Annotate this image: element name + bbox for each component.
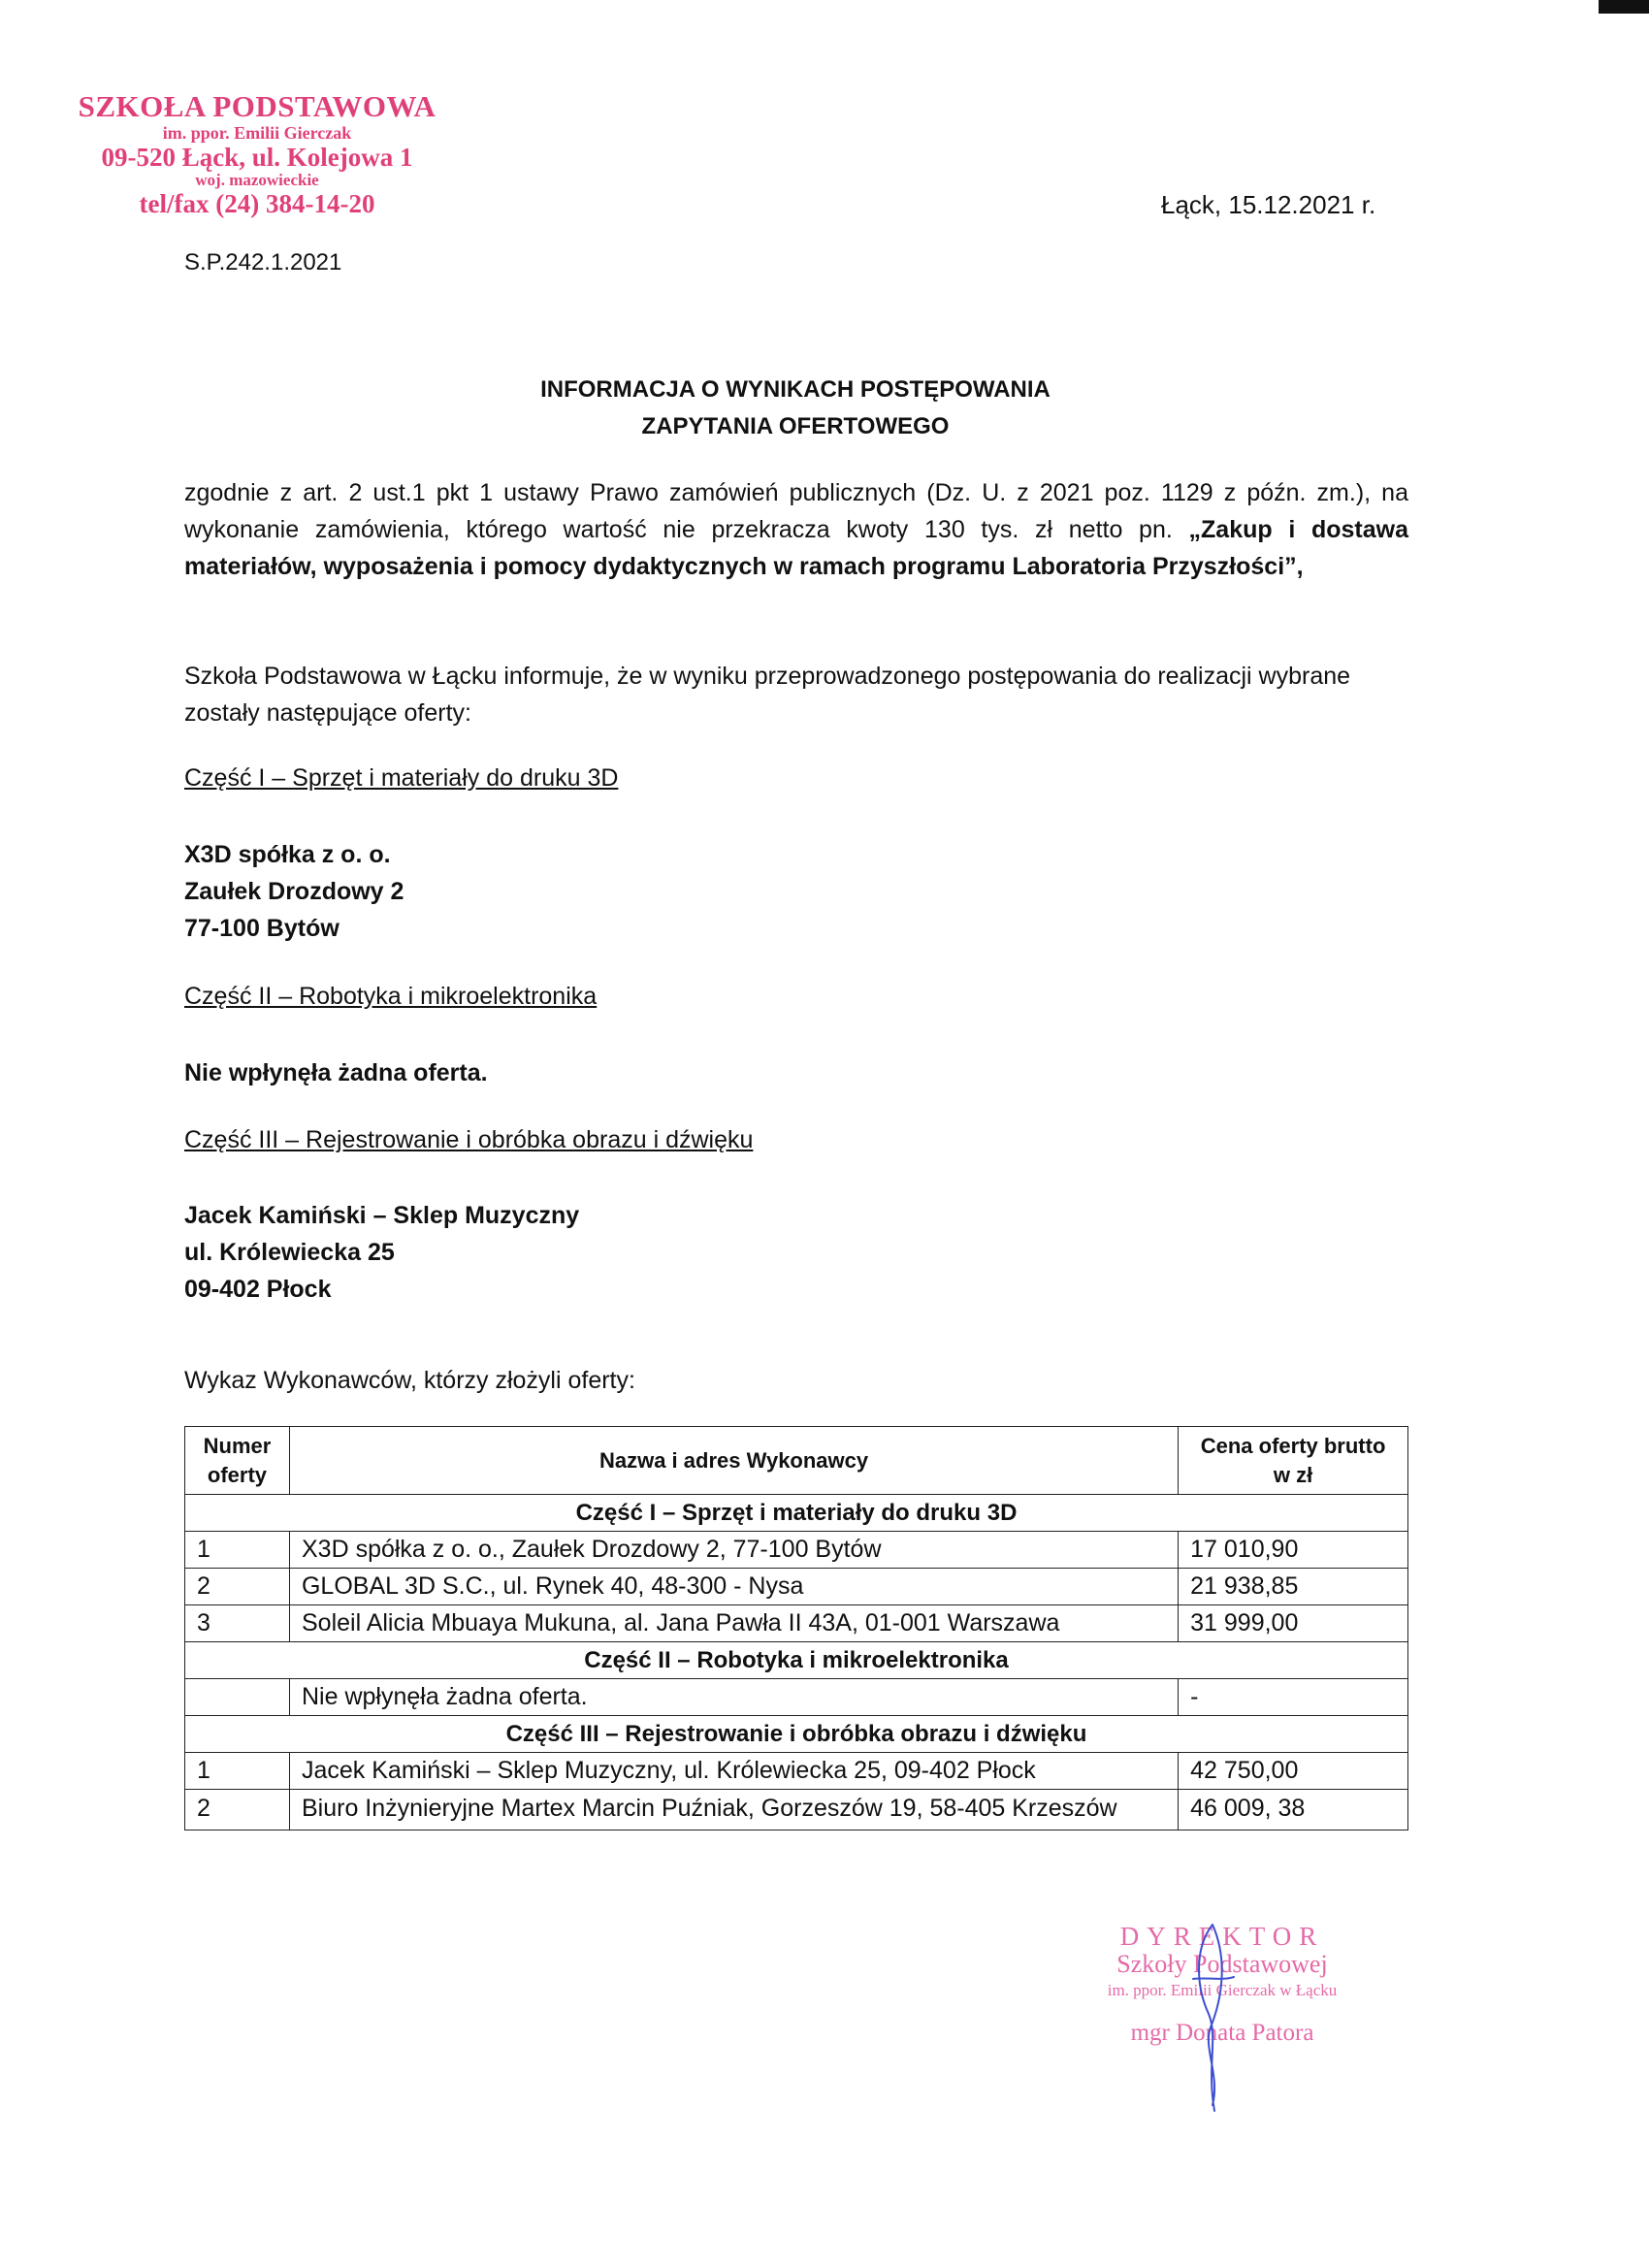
offer-number: 1 — [185, 1753, 290, 1790]
winner-part1-city: 77-100 Bytów — [184, 915, 340, 942]
director-school-patron: im. ppor. Emilii Gierczak w Łącku — [1107, 1981, 1338, 1999]
intro-project-name: „Zakup i dostawa materiałów, wyposażenia i pomocy dydaktycznych w ramach programu Laboratoria Przyszłości”, — [184, 516, 1409, 580]
title-line-1: INFORMACJA O WYNIKACH POSTĘPOWANIA — [540, 376, 1051, 403]
announcement-paragraph: Szkoła Podstawowa w Łącku informuje, że w wyniku przeprowadzonego postępowania do realizacji wybrane zostały następujące oferty: — [184, 663, 1351, 727]
contractor-list-label: Wykaz Wykonawców, którzy złożyli oferty: — [184, 1367, 635, 1394]
header-price: Cena oferty brutto w zł — [1179, 1427, 1408, 1495]
group-row — [185, 1716, 1408, 1753]
group-title-part3: Część III – Rejestrowanie i obróbka obrazu i dźwięku — [185, 1716, 1408, 1753]
group-row — [185, 1495, 1408, 1532]
group-row — [185, 1642, 1408, 1679]
director-title: DYREKTOR — [1119, 1922, 1325, 1951]
offer-price: 17 010,90 — [1179, 1532, 1408, 1569]
stamp-phone: tel/fax (24) 384-14-20 — [139, 189, 375, 218]
table-header-row — [185, 1427, 1408, 1495]
director-name: mgr Donata Patora — [1130, 2020, 1314, 2046]
offer-number — [185, 1679, 290, 1716]
intro-paragraph — [184, 474, 1408, 585]
section-heading-part2: Część II – Robotyka i mikroelektronika — [184, 983, 598, 1010]
table-row — [185, 1790, 1408, 1831]
group-title-part1: Część I – Sprzęt i materiały do druku 3D — [185, 1495, 1408, 1532]
director-school: Szkoły Podstawowej — [1116, 1950, 1328, 1978]
winner-part3-city: 09-402 Płock — [184, 1276, 332, 1303]
winner-part1-street: Zaułek Drozdowy 2 — [184, 878, 404, 905]
offers-table — [184, 1426, 1408, 1831]
header-contractor: Nazwa i adres Wykonawcy — [289, 1427, 1178, 1495]
school-stamp — [78, 91, 436, 217]
table-row — [185, 1753, 1408, 1790]
offer-number: 1 — [185, 1532, 290, 1569]
winner-part3-street: ul. Królewiecka 25 — [184, 1239, 395, 1266]
winner-part3-name: Jacek Kamiński – Sklep Muzyczny — [184, 1202, 580, 1229]
offer-price: 42 750,00 — [1179, 1753, 1408, 1790]
header-offer-number: Numer oferty — [185, 1427, 290, 1495]
section-heading-part3: Część III – Rejestrowanie i obróbka obrazu i dźwięku — [184, 1126, 754, 1153]
offer-price: 46 009, 38 — [1179, 1790, 1408, 1831]
contractor-name: Soleil Alicia Mbuaya Mukuna, al. Jana Pawła II 43A, 01-001 Warszawa — [289, 1605, 1178, 1642]
intro-text: zgodnie z art. 2 ust.1 pkt 1 ustawy Prawo zamówień publicznych (Dz. U. z 2021 poz. 1129 z późn. zm.), na wykonanie zamówienia, którego wartość nie przekracza kwoty 130 tys. zł netto pn. — [184, 479, 1408, 543]
stamp-address: 09-520 Łąck, ul. Kolejowa 1 — [101, 143, 413, 172]
offer-price: 31 999,00 — [1179, 1605, 1408, 1642]
table-row — [185, 1532, 1408, 1569]
group-title-part2: Część II – Robotyka i mikroelektronika — [185, 1642, 1408, 1679]
no-offer-note: Nie wpłynęła żadna oferta. — [184, 1059, 488, 1086]
winner-part3 — [184, 1197, 579, 1308]
title-line-2: ZAPYTANIA OFERTOWEGO — [641, 413, 950, 439]
stamp-region: woj. mazowieckie — [195, 171, 319, 189]
table-row — [185, 1605, 1408, 1642]
offer-price: - — [1179, 1679, 1408, 1716]
stamp-patron: im. ppor. Emilii Gierczak — [162, 123, 352, 143]
offer-number: 2 — [185, 1569, 290, 1605]
winner-part1-name: X3D spółka z o. o. — [184, 841, 391, 868]
document-date: Łąck, 15.12.2021 r. — [1161, 190, 1376, 219]
contractor-name: Nie wpłynęła żadna oferta. — [289, 1679, 1178, 1716]
offer-number: 2 — [185, 1790, 290, 1831]
handwritten-signature — [1164, 1921, 1251, 2115]
contractor-name: Biuro Inżynieryjne Martex Marcin Puźniak, Gorzeszów 19, 58-405 Krzeszów — [289, 1790, 1178, 1831]
scan-corner-mark — [1599, 0, 1649, 14]
reference-number: S.P.242.1.2021 — [184, 249, 342, 275]
table-row — [185, 1569, 1408, 1605]
document-title — [0, 372, 1591, 445]
table-row — [185, 1679, 1408, 1716]
stamp-school-name: SZKOŁA PODSTAWOWA — [78, 89, 436, 123]
contractor-name: Jacek Kamiński – Sklep Muzyczny, ul. Królewiecka 25, 09-402 Płock — [289, 1753, 1178, 1790]
winner-part1 — [184, 836, 404, 947]
contractor-name: X3D spółka z o. o., Zaułek Drozdowy 2, 77-100 Bytów — [289, 1532, 1178, 1569]
offer-number: 3 — [185, 1605, 290, 1642]
winner-part2 — [184, 1054, 488, 1091]
offer-price: 21 938,85 — [1179, 1569, 1408, 1605]
section-heading-part1: Część I – Sprzęt i materiały do druku 3D — [184, 764, 619, 792]
contractor-name: GLOBAL 3D S.C., ul. Rynek 40, 48-300 - Nysa — [289, 1569, 1178, 1605]
